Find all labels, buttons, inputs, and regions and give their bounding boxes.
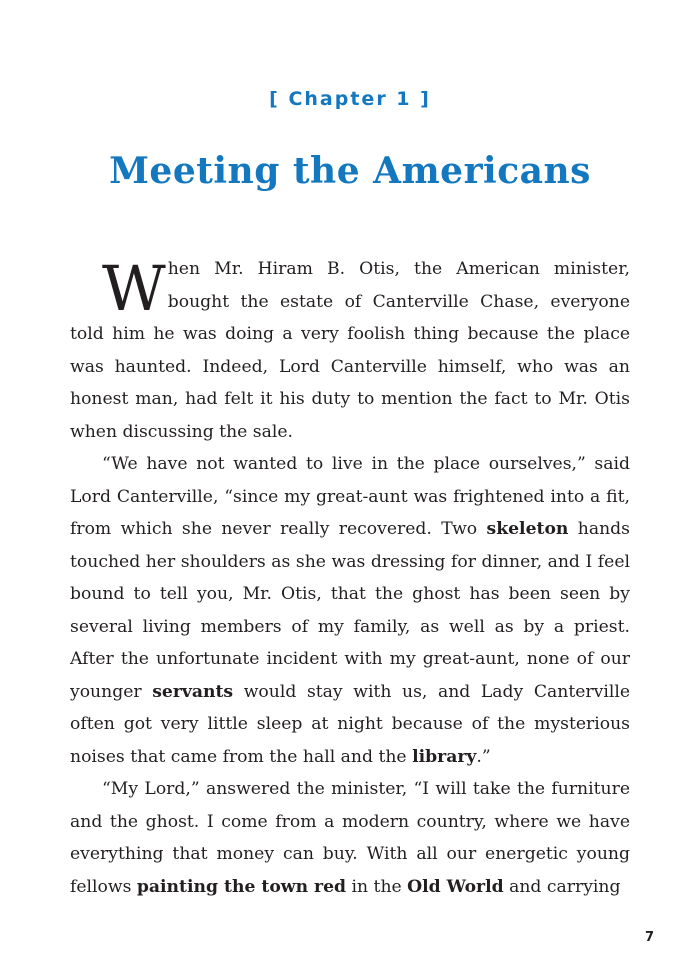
paragraph-1	[70, 253, 630, 448]
glossary-term: painting the town red	[136, 876, 347, 897]
chapter-title: Meeting the Americans	[109, 150, 591, 192]
glossary-term: Old World	[407, 876, 504, 897]
paragraph-3	[70, 773, 630, 903]
page-number: 7	[644, 930, 654, 945]
paragraph-text: hands touched her shoulders as she was dressing for dinner, and I feel bound to tell you, Mr. Otis, that the ghost has been seen by several living members of my family, as well as by a priest. After the unfortunate incident with my great-aunt, none of our younger	[70, 519, 630, 702]
glossary-term: servants	[152, 681, 234, 702]
glossary-term: library	[412, 746, 477, 767]
paragraph-text: “We have not wanted to live in the place ourselves,” said Lord Canterville, “since my great-aunt was frightened into a fit, from which she never really recovered. Two	[70, 454, 630, 539]
paragraph-text: “My Lord,” answered the minister, “I will take the furniture and the ghost. I come from a modern country, where we have everything that money can buy. With all our energetic young fellows	[70, 779, 630, 897]
paragraph-2	[70, 448, 630, 773]
paragraph-text: .”	[476, 746, 491, 767]
paragraph-text: hen Mr. Hiram B. Otis, the American minister, bought the estate of Canterville Chase, everyone told him he was doing a very foolish thing because the place was haunted. Indeed, Lord Canterville himself, who was an honest man, had felt it his duty to mention the fact to Mr. Otis when discussing the sale.	[70, 259, 630, 442]
paragraph-text: and carrying	[503, 876, 621, 897]
glossary-term: skeleton	[486, 519, 569, 539]
drop-cap: W	[102, 252, 166, 325]
paragraph-text: would stay with us, and Lady Canterville often got very little sleep at night because of the mysterious noises that came from the hall and the	[70, 681, 631, 767]
chapter-label: [ Chapter 1 ]	[269, 88, 431, 110]
paragraph-text: in the	[346, 876, 408, 897]
body-text	[70, 253, 630, 903]
